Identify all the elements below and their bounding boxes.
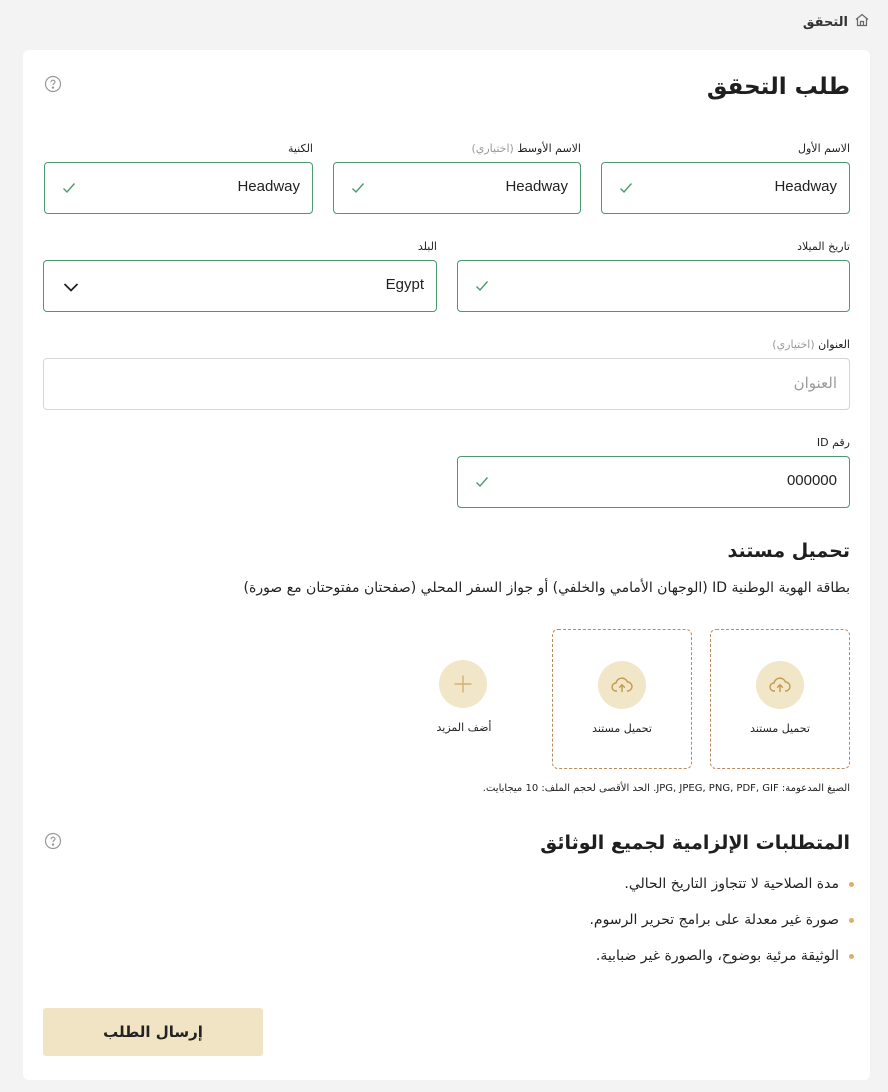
upload-box-label: تحميل مستند <box>750 722 810 735</box>
bullet-dot <box>849 954 854 959</box>
breadcrumb <box>803 12 870 32</box>
page-title: طلب التحقق <box>706 74 850 100</box>
list-item: صورة غير معدلة على برامج تحرير الرسوم. <box>589 912 854 928</box>
country-value: Egypt <box>385 276 424 293</box>
list-item: الوثيقة مرئية بوضوح، والصورة غير ضبابية. <box>596 948 854 964</box>
country-label: البلد <box>417 240 437 253</box>
upload-box-1[interactable] <box>710 629 850 769</box>
check-icon <box>474 474 490 490</box>
last-name-field[interactable] <box>44 162 313 214</box>
cloud-upload-icon <box>610 673 634 697</box>
formats-note: الصيغ المدعومة: JPG, JPEG, PNG, PDF, GIF. الحد الأقصى لحجم الملف: 10 ميجابايت. <box>482 783 850 794</box>
first-name-label: الاسم الأول <box>798 142 850 155</box>
help-icon[interactable] <box>44 75 62 97</box>
upload-icon-circle <box>756 661 804 709</box>
requirements-title: المتطلبات الإلزامية لجميع الوثائق <box>540 832 850 854</box>
country-select[interactable] <box>43 260 437 312</box>
list-item: مدة الصلاحية لا تتجاوز التاريخ الحالي. <box>624 876 854 892</box>
chevron-down-icon <box>62 278 80 296</box>
check-icon <box>350 180 366 196</box>
optional-tag: (اختياري) <box>772 338 815 351</box>
last-name-label: الكنية <box>287 142 313 155</box>
check-icon <box>618 180 634 196</box>
verification-card <box>23 50 870 1080</box>
check-icon <box>61 180 77 196</box>
check-icon <box>474 278 490 294</box>
upload-box-2[interactable] <box>552 629 692 769</box>
upload-description: بطاقة الهوية الوطنية ID (الوجهان الأمامي والخلفي) أو جواز السفر المحلي (صفحتان مفتوحتان مع صورة) <box>243 580 850 596</box>
upload-icon-circle <box>598 661 646 709</box>
last-name-value: Headway <box>237 178 300 195</box>
address-label: العنوان (اختياري) <box>772 338 850 351</box>
add-more-button[interactable] <box>394 629 534 769</box>
home-icon[interactable] <box>854 12 870 32</box>
address-placeholder: العنوان <box>793 375 837 392</box>
breadcrumb-current: التحقق <box>802 14 848 30</box>
middle-name-label: الاسم الأوسط (اختياري) <box>471 142 581 155</box>
upload-title: تحميل مستند <box>727 540 850 562</box>
first-name-value: Headway <box>774 178 837 195</box>
optional-tag: (اختياري) <box>471 142 514 155</box>
first-name-field[interactable] <box>601 162 850 214</box>
middle-name-value: Headway <box>505 178 568 195</box>
birth-date-field[interactable] <box>457 260 850 312</box>
add-icon-circle <box>439 660 487 708</box>
id-number-field[interactable] <box>457 456 850 508</box>
submit-button[interactable]: إرسال الطلب <box>43 1008 263 1056</box>
help-icon[interactable] <box>44 832 62 854</box>
add-more-label: أضف المزيد <box>436 721 492 734</box>
middle-name-field[interactable] <box>333 162 581 214</box>
id-number-value: 000000 <box>786 472 837 489</box>
birth-date-label: تاريخ الميلاد <box>797 240 850 253</box>
bullet-dot <box>849 882 854 887</box>
cloud-upload-icon <box>768 673 792 697</box>
address-input[interactable] <box>43 358 850 410</box>
plus-icon <box>451 672 475 696</box>
upload-box-label: تحميل مستند <box>592 722 652 735</box>
id-number-label: رقم ID <box>816 436 850 449</box>
bullet-dot <box>849 918 854 923</box>
